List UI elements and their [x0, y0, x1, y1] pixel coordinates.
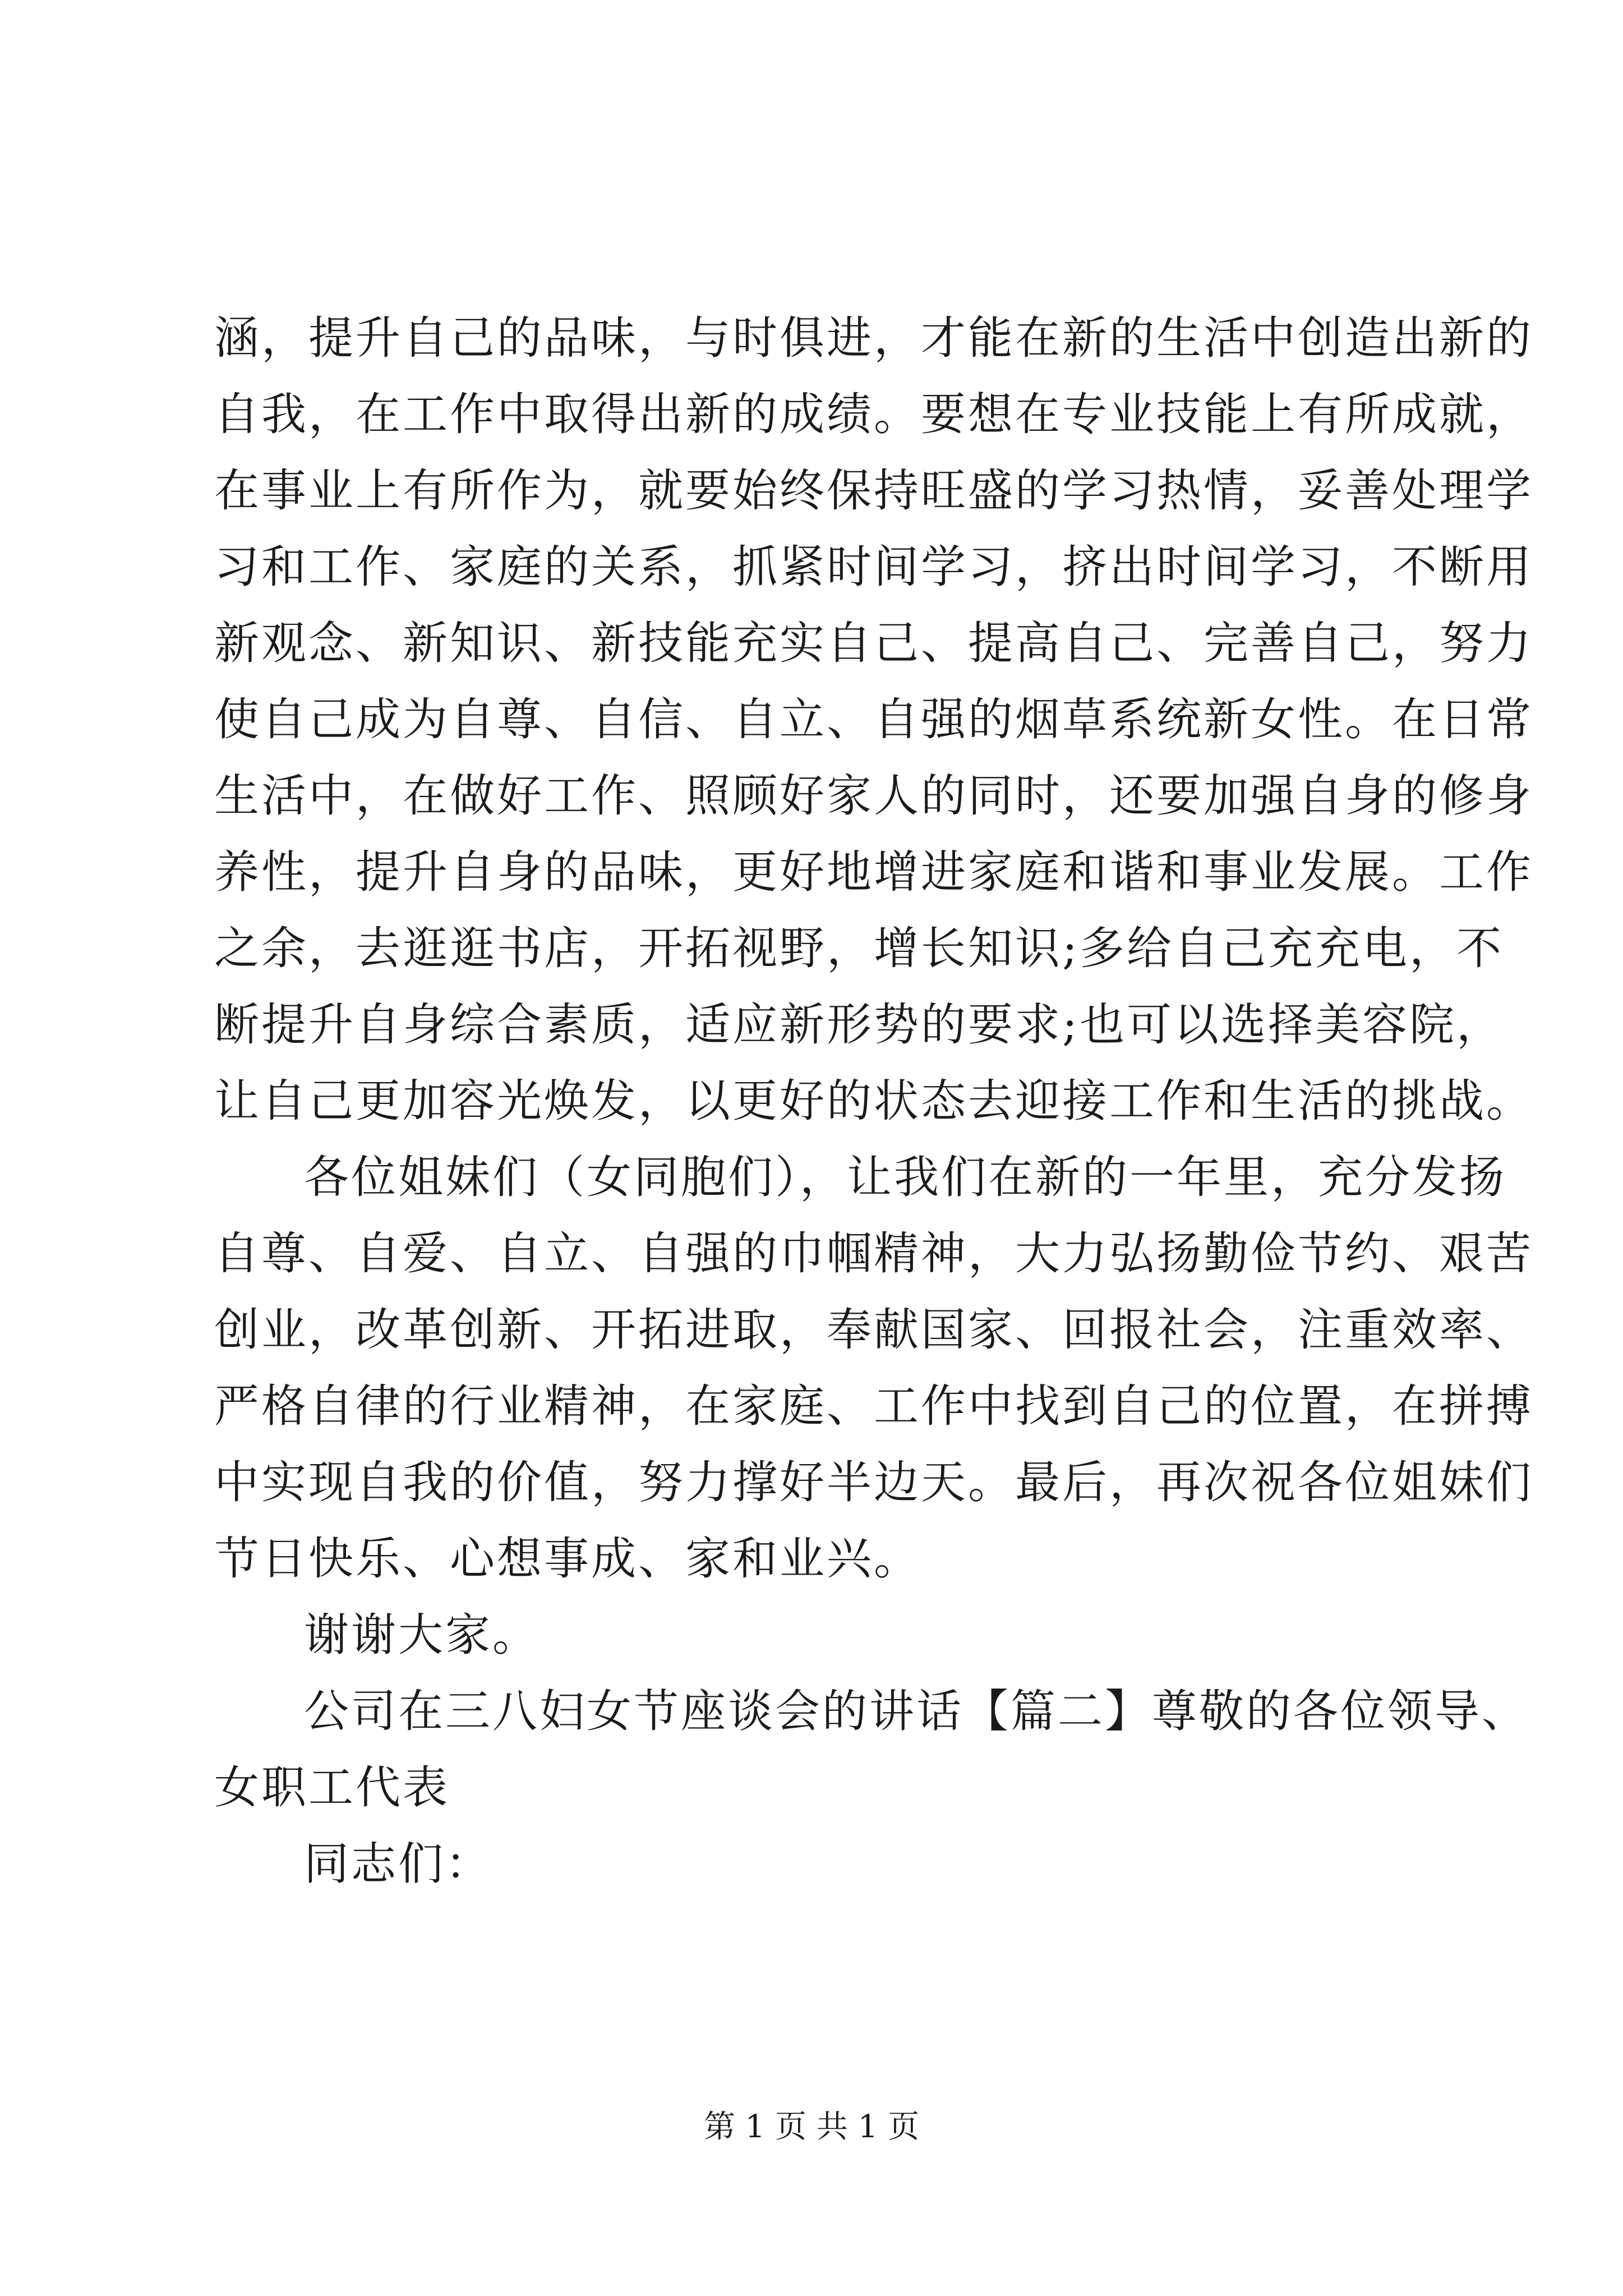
- text-line: 自我，在工作中取得出新的成绩。要想在专业技能上有所成就，: [214, 388, 1533, 440]
- text-line: 让自己更加容光焕发，以更好的状态去迎接工作和生活的挑战。: [214, 1075, 1533, 1127]
- text-line: 使自己成为自尊、自信、自立、自强的烟草系统新女性。在日常: [214, 693, 1533, 746]
- text-line: 在事业上有所作为，就要始终保持旺盛的学习热情，妥善处理学: [214, 464, 1533, 517]
- text-line: 节日快乐、心想事成、家和业兴。: [214, 1533, 921, 1585]
- text-line: 习和工作、家庭的关系，抓紧时间学习，挤出时间学习，不断用: [214, 541, 1533, 593]
- text-line: 女职工代表: [214, 1761, 450, 1814]
- page-footer: 第 1 页 共 1 页: [703, 2109, 920, 2145]
- text-line: 断提升自身综合素质，适应新形势的要求;也可以选择美容院，: [214, 999, 1504, 1051]
- paragraph-start-line: 各位姐妹们（女同胞们），让我们在新的一年里，充分发扬: [304, 1151, 1506, 1203]
- text-line: 严格自律的行业精神，在家庭、工作中找到自己的位置，在拼搏: [214, 1380, 1533, 1432]
- document-body: [214, 300, 1533, 1902]
- text-line: 生活中，在做好工作、照顾好家人的同时，还要加强自身的修身: [214, 770, 1533, 822]
- text-line: 自尊、自爱、自立、自强的巾帼精神，大力弘扬勤俭节约、艰苦: [214, 1227, 1533, 1280]
- text-line: 之余，去逛逛书店，开拓视野，增长知识;多给自己充充电，不: [214, 922, 1504, 974]
- text-line: 涵，提升自己的品味，与时俱进，才能在新的生活中创造出新的: [214, 312, 1533, 364]
- paragraph-start-line: 谢谢大家。: [304, 1609, 540, 1661]
- text-line: 创业，改革创新、开拓进取，奉献国家、回报社会，注重效率、: [214, 1304, 1533, 1356]
- section-heading-line: 公司在三八妇女节座谈会的讲话【篇二】尊敬的各位领导、: [304, 1685, 1529, 1737]
- text-line: 新观念、新知识、新技能充实自己、提高自己、完善自己，努力: [214, 617, 1533, 669]
- text-line: 中实现自我的价值，努力撑好半边天。最后，再次祝各位姐妹们: [214, 1456, 1533, 1508]
- text-line: 养性，提升自身的品味，更好地增进家庭和谐和事业发展。工作: [214, 846, 1533, 898]
- salutation-line: 同志们：: [304, 1838, 492, 1890]
